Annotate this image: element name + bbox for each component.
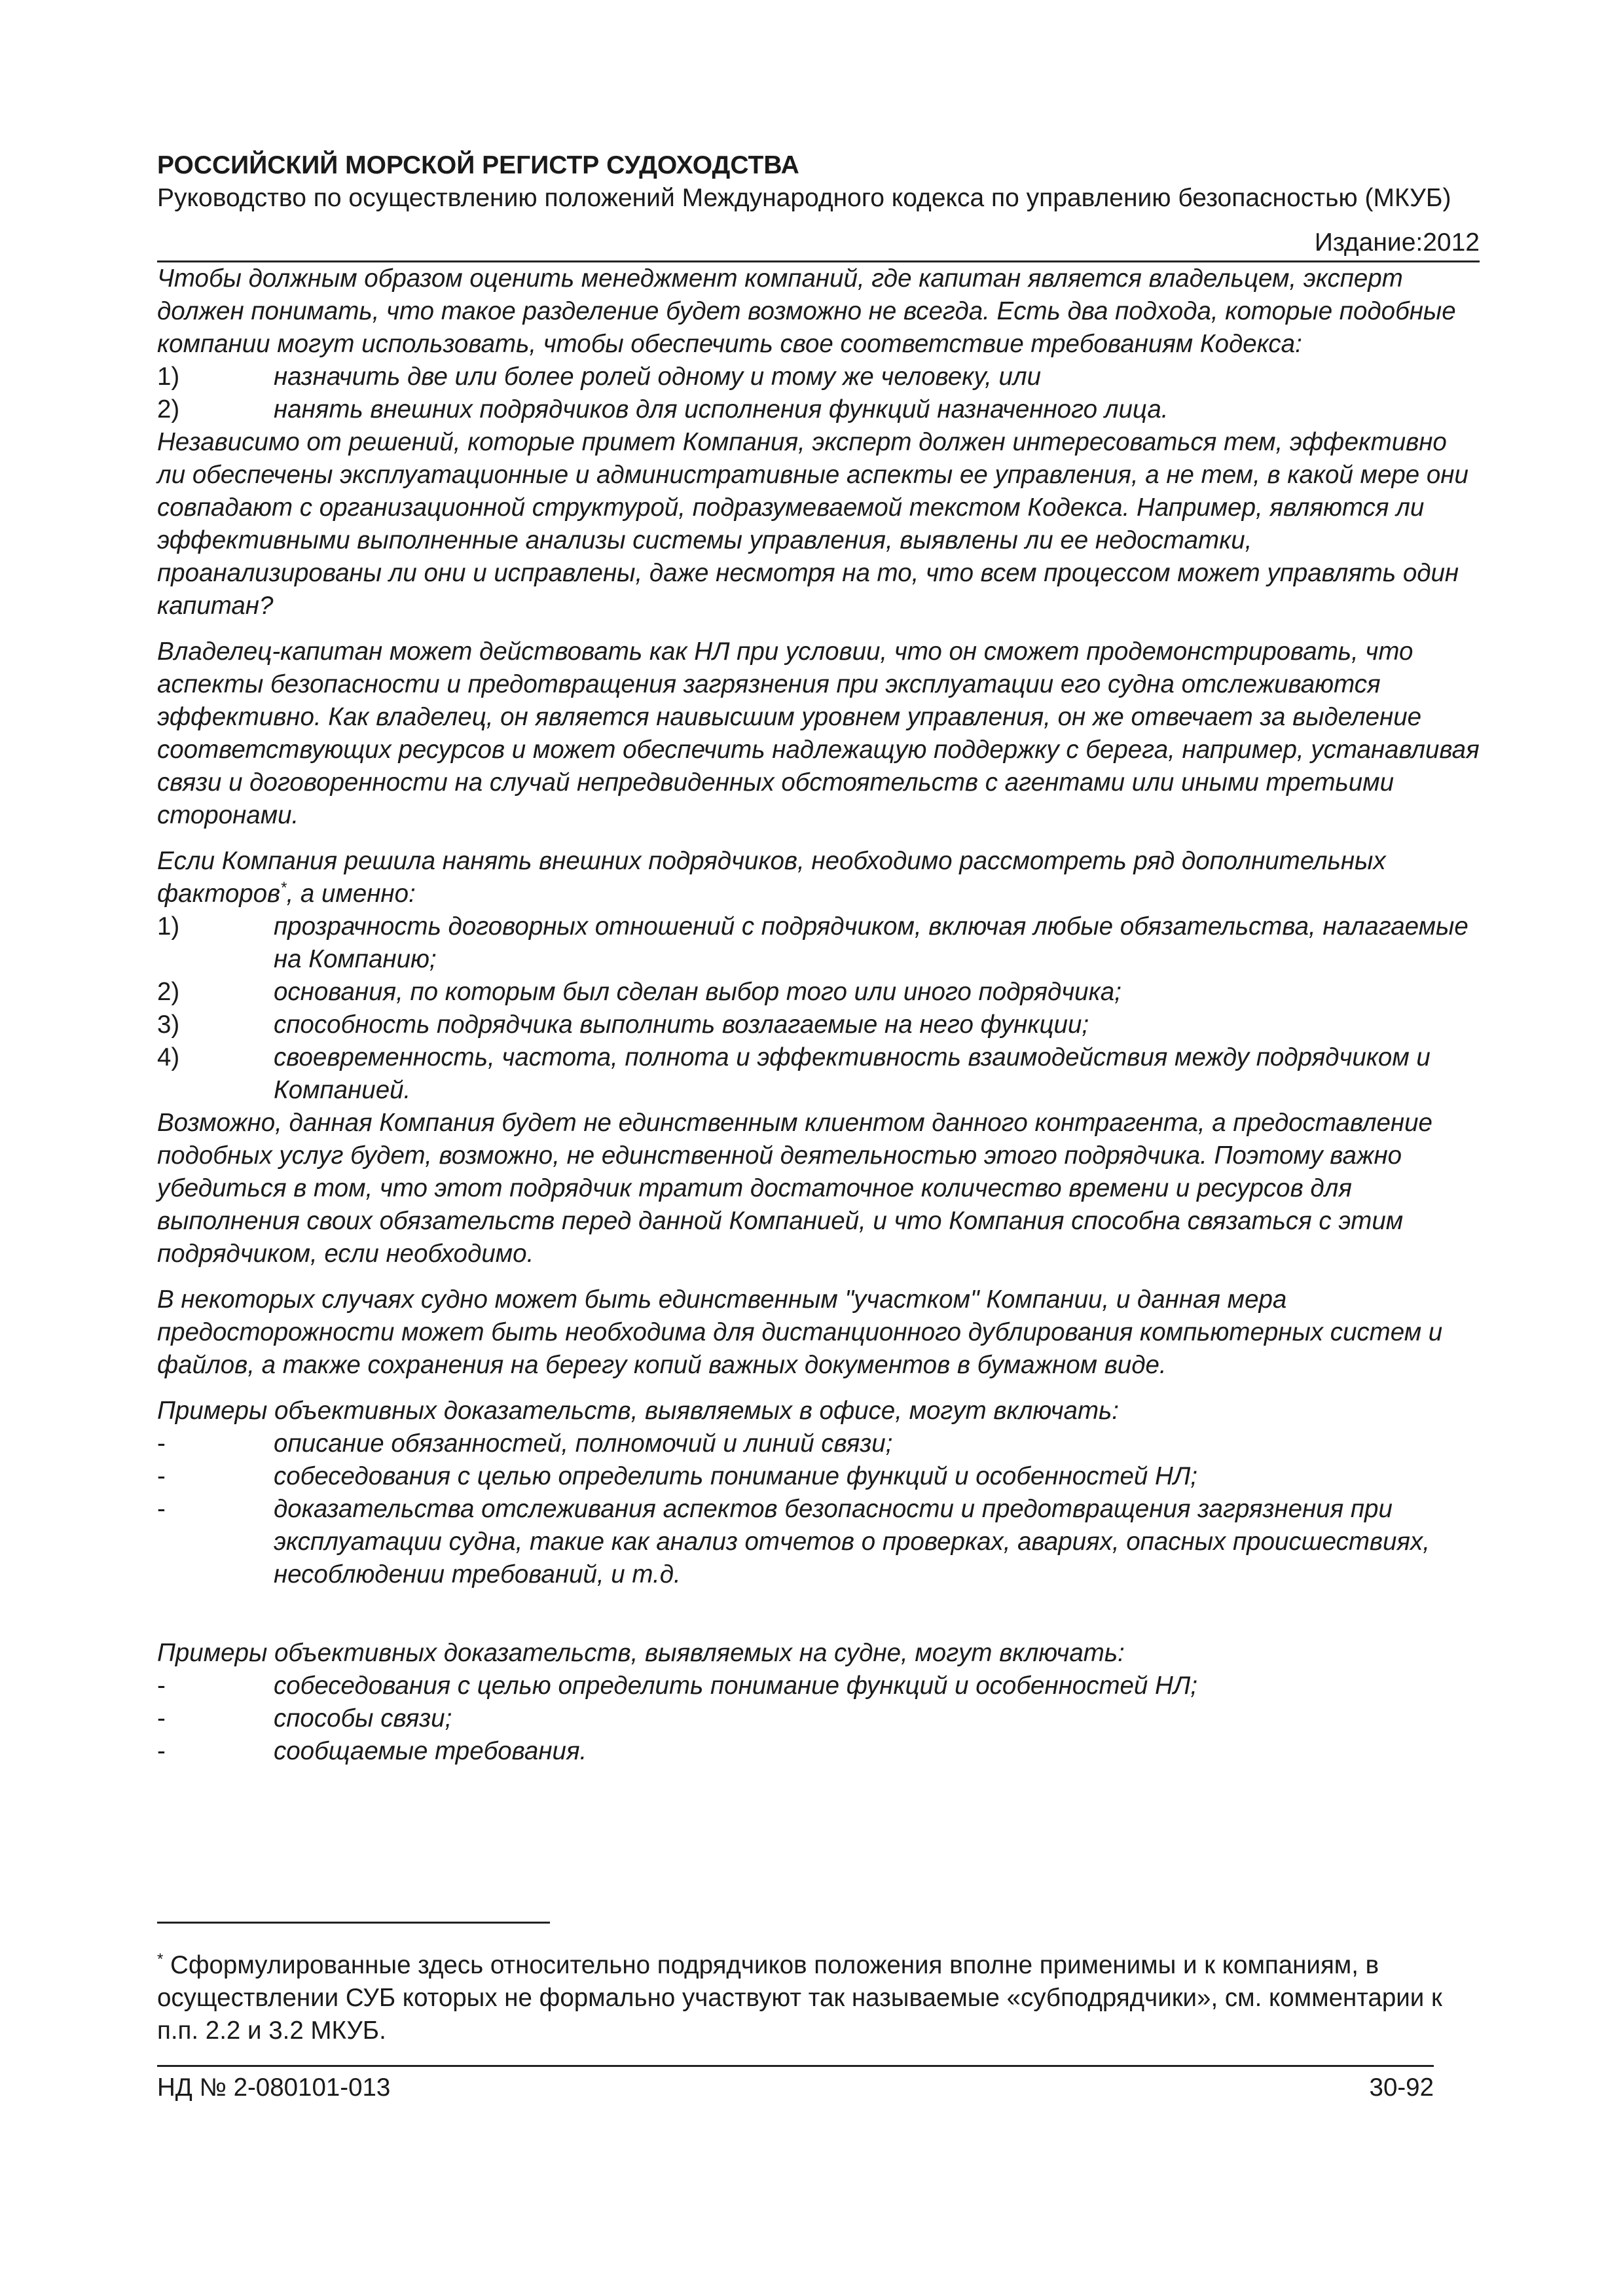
list-marker: - [157,1462,166,1490]
list-factors [157,910,1480,1107]
list-item [157,976,1480,1009]
list-marker: 2) [157,395,180,423]
list-text: своевременность, частота, полнота и эффективность взаимодействия между подрядчиком и Компанией. [274,1043,1431,1104]
list-text: прозрачность договорных отношений с подрядчиком, включая любые обязательства, налагаемые на Компанию; [274,912,1468,973]
paragraph-4 [157,845,1480,910]
list-item [157,1041,1480,1107]
list-marker: 4) [157,1043,180,1071]
paragraph-7: Примеры объективных доказательств, выявляемых в офисе, могут включать: [157,1397,1119,1425]
page-number: 30-92 [1369,2073,1434,2102]
list-ship-evidence [157,1670,1480,1768]
list-marker: - [157,1704,166,1732]
list-item [157,1427,1480,1460]
list-text: нанять внешних подрядчиков для исполнения функций назначенного лица. [274,395,1169,423]
list-marker: 3) [157,1011,180,1039]
list-item [157,1735,1480,1768]
footnote [157,1949,1480,2047]
list-marker: - [157,1429,166,1458]
list-text: назначить две или более ролей одному и тому же человеку, или [274,363,1042,391]
document-number: НД № 2-080101-013 [157,2073,391,2102]
list-text: собеседования с целью определить понимание функций и особенностей НЛ; [274,1462,1197,1490]
paragraph-5: Возможно, данная Компания будет не единственным клиентом данного контрагента, а предоставление подобных услуг будет, возможно, не единственной деятельностью этого подрядчика. Поэтому важно убедиться в том, что этот подрядчик тратит достаточное количество времени и ресурсов для выполнения своих обязательств перед данной Компанией, и что Компания способна связаться с этим подрядчиком, если необходимо. [157,1109,1432,1268]
footnote-divider [157,1922,550,1924]
list-item [157,1493,1480,1591]
page-content [157,149,1480,1768]
paragraph-4-text: Если Компания решила нанять внешних подрядчиков, необходимо рассмотреть ряд дополнительных факторов [157,847,1386,908]
list-text: сообщаемые требования. [274,1737,587,1765]
list-roles [157,361,1480,426]
footer-divider [157,2065,1434,2067]
page-footer [157,2072,1434,2104]
list-item [157,393,1480,426]
list-text: собеседования с целью определить понимание функций и особенностей НЛ; [274,1672,1197,1700]
paragraph-8: Примеры объективных доказательств, выявляемых на судне, могут включать: [157,1639,1125,1667]
list-text: способность подрядчика выполнить возлагаемые на него функции; [274,1011,1089,1039]
list-marker: 1) [157,363,180,391]
list-item [157,1670,1480,1702]
list-office-evidence [157,1427,1480,1591]
list-text: описание обязанностей, полномочий и линий связи; [274,1429,893,1458]
edition-label: Издание:2012 [1314,228,1480,257]
list-marker: - [157,1672,166,1700]
list-item [157,1460,1480,1493]
list-marker: 1) [157,912,180,941]
list-item [157,1702,1480,1735]
list-item [157,1009,1480,1041]
paragraph-1: Чтобы должным образом оценить менеджмент компаний, где капитан является владельцем, эксперт должен понимать, что такое разделение будет возможно не всегда. Есть два подхода, которые подобные компании могут использовать, чтобы обеспечить свое соответствие требованиям Кодекса: [157,264,1456,358]
footnote-mark: * [157,1950,164,1969]
paragraph-4-tail: , а именно: [286,880,416,908]
paragraph-3: Владелец-капитан может действовать как НЛ при условии, что он сможет продемонстрировать, что аспекты безопасности и предотвращения загрязнения при эксплуатации его судна отслеживаются эффективно. Как владелец, он является наивысшим уровнем управления, он же отвечает за выделение соответствующих ресурсов и может обеспечить надлежащую поддержку с берега, например, устанавливая связи и договоренности на случай непредвиденных обстоятельств с агентами или иными третьими сторонами. [157,637,1480,829]
document-subtitle: Руководство по осуществлению положений Международного кодекса по управлению безопасностью (МКУБ) [157,184,1451,212]
list-text: основания, по которым был сделан выбор того или иного подрядчика; [274,978,1122,1006]
list-marker: - [157,1737,166,1765]
list-text: способы связи; [274,1704,452,1732]
list-text: доказательства отслеживания аспектов безопасности и предотвращения загрязнения при эксплуатации судна, такие как анализ отчетов о проверках, авариях, опасных происшествиях, несоблюдении требований, и т.д. [274,1495,1430,1588]
list-marker: 2) [157,978,180,1006]
list-item [157,361,1480,393]
footnote-reference: * [280,879,287,897]
list-item [157,910,1480,976]
document-title: РОССИЙСКИЙ МОРСКОЙ РЕГИСТР СУДОХОДСТВА [157,151,799,179]
paragraph-2: Независимо от решений, которые примет Компания, эксперт должен интересоваться тем, эффективно ли обеспечены эксплуатационные и административные аспекты ее управления, а не тем, в какой мере они совпадают с организационной структурой, подразумеваемой текстом Кодекса. Например, являются ли эффективными выполненные анализы системы управления, выявлены ли ее недостатки, проанализированы ли они и исправлены, даже несмотря на то, что всем процессом может управлять один капитан? [157,428,1468,620]
list-marker: - [157,1495,166,1523]
footnote-text: Сформулированные здесь относительно подрядчиков положения вполне применимы и к компаниям, в осуществлении СУБ которых не формально участвуют так называемые «субподрядчики», см. комментарии к п.п. 2.2 и 3.2 МКУБ. [157,1951,1442,2045]
paragraph-6: В некоторых случаях судно может быть единственным "участком" Компании, и данная мера предосторожности может быть необходима для дистанционного дублирования компьютерных систем и файлов, а также сохранения на берегу копий важных документов в бумажном виде. [157,1285,1443,1379]
